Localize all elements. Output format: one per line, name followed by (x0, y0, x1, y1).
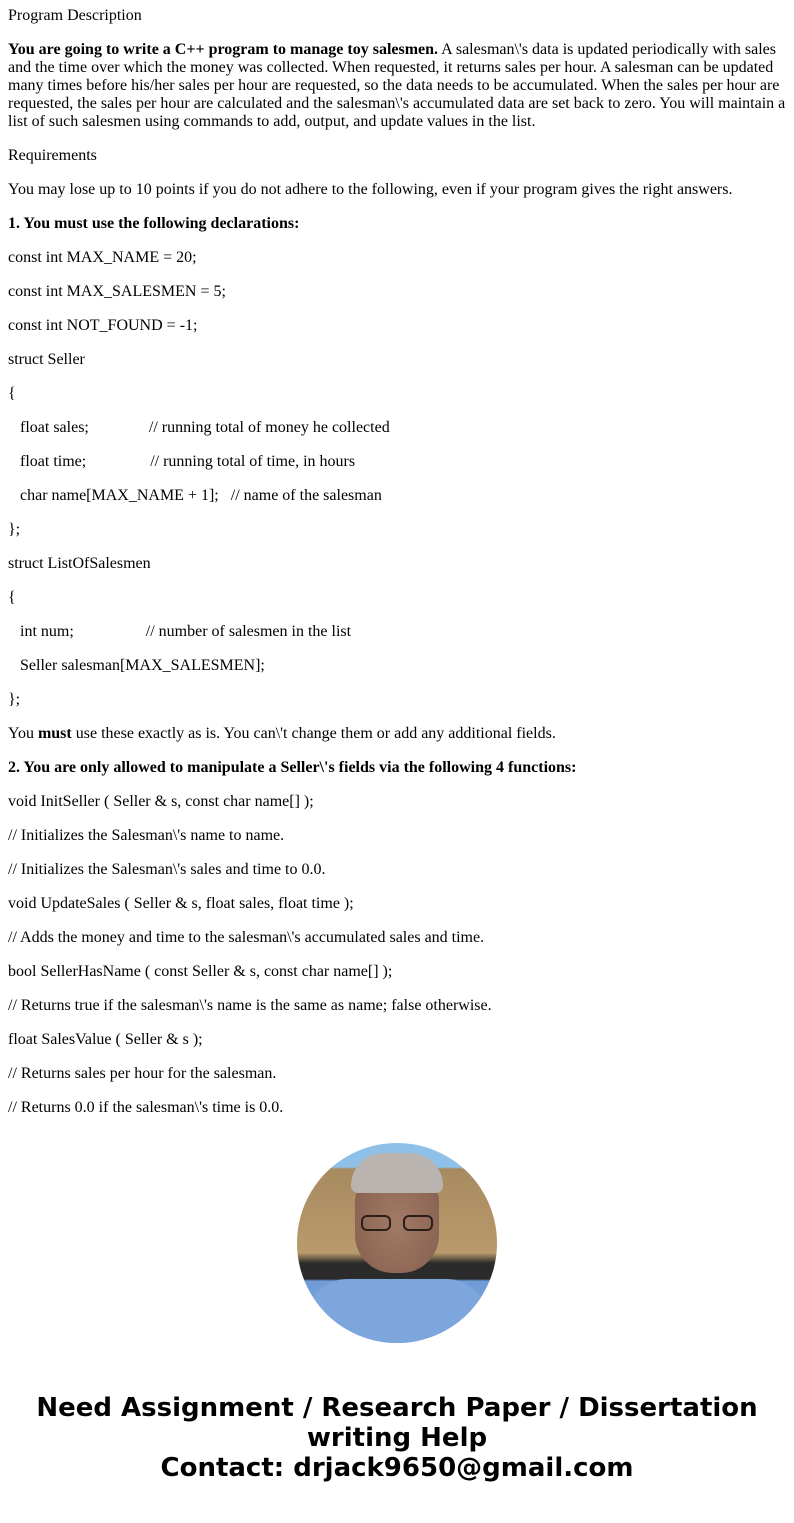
intro-bold: You are going to write a C++ program to manage toy salesmen. (8, 41, 439, 58)
section-heading: Program Description (8, 7, 142, 24)
req1-heading-text: 1. You must use the following declarations: (8, 215, 300, 232)
seller-field: float sales; // running total of money he collected (20, 419, 390, 436)
function-line: // Returns sales per hour for the salesman. (8, 1065, 277, 1082)
requirements-heading: Requirements (8, 147, 97, 164)
function-line: // Returns 0.0 if the salesman\'s time is 0.0. (8, 1099, 284, 1116)
must-bold: must (37, 725, 72, 742)
function-line: // Returns true if the salesman\'s name is the same as name; false otherwise. (8, 997, 492, 1014)
function-line: float SalesValue ( Seller & s ); (8, 1031, 203, 1048)
struct-open: { (8, 589, 16, 606)
function-line: bool SellerHasName ( const Seller & s, const char name[] ); (8, 963, 393, 980)
list-field: int num; // number of salesmen in the list (20, 623, 352, 640)
must-pre: You (8, 725, 38, 742)
declaration-line: const int MAX_NAME = 20; (8, 249, 197, 266)
function-line: // Adds the money and time to the salesman\'s accumulated sales and time. (8, 929, 485, 946)
photo-hair (351, 1153, 443, 1193)
list-struct-line: struct ListOfSalesmen (8, 555, 151, 572)
profile-photo-container (0, 1143, 794, 1343)
document-body (0, 7, 794, 1117)
struct-close: }; (8, 521, 21, 538)
declaration-line: const int NOT_FOUND = -1; (8, 317, 198, 334)
req1-heading (8, 215, 786, 233)
function-line: // Initializes the Salesman\'s sales and time to 0.0. (8, 861, 326, 878)
photo-shirt (307, 1279, 487, 1343)
intro-paragraph (8, 41, 786, 131)
declaration-line: const int MAX_SALESMEN = 5; (8, 283, 226, 300)
promo-banner (0, 1393, 794, 1483)
must-paragraph (8, 725, 786, 743)
list-field: Seller salesman[MAX_SALESMEN]; (20, 657, 265, 674)
seller-field: char name[MAX_NAME + 1]; // name of the salesman (20, 487, 382, 504)
must-post: use these exactly as is. You can\'t change them or add any additional fields. (71, 725, 556, 742)
function-line: // Initializes the Salesman\'s name to name. (8, 827, 285, 844)
declaration-line: { (8, 385, 16, 402)
intro-text: A salesman\'s data is updated periodically with sales and the time over which the money was collected. When requested, it returns sales per hour. A salesman can be updated many times before his/her sales per hour are requested, so the data needs to be accumulated. When the sales per hour are requested, the sales per hour are calculated and the salesman\'s accumulated data are set back to zero. You will maintain a list of such salesmen using commands to add, output, and update values in the list. (8, 41, 786, 130)
struct-close: }; (8, 691, 21, 708)
declaration-line: struct Seller (8, 351, 85, 368)
req2-heading (8, 759, 786, 777)
promo-line-1: Need Assignment / Research Paper / Dissertation writing Help (36, 1393, 758, 1453)
requirements-note: You may lose up to 10 points if you do not adhere to the following, even if your program gives the right answers. (8, 181, 733, 198)
req2-heading-text: 2. You are only allowed to manipulate a Seller\'s fields via the following 4 functions: (8, 759, 577, 776)
promo-contact: Contact: drjack9650@gmail.com (160, 1453, 634, 1483)
seller-field: float time; // running total of time, in hours (20, 453, 356, 470)
profile-photo (297, 1143, 497, 1343)
function-line: void InitSeller ( Seller & s, const char name[] ); (8, 793, 314, 810)
photo-glasses (361, 1215, 433, 1233)
function-line: void UpdateSales ( Seller & s, float sales, float time ); (8, 895, 354, 912)
